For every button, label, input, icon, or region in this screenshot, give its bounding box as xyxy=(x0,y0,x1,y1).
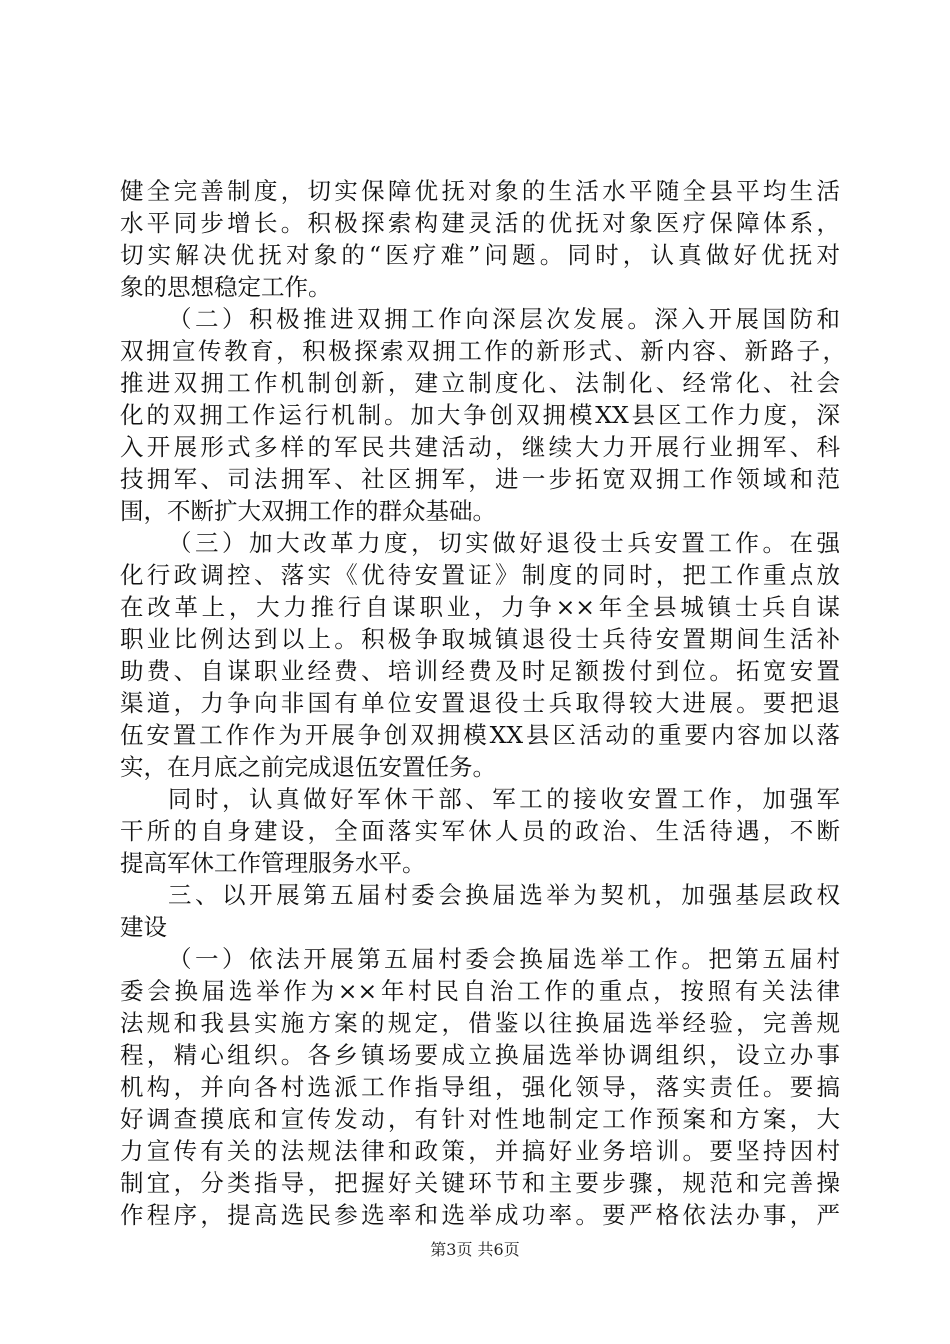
text-line: 干所的自身建设，全面落实军休人员的政治、生活待遇，不断 xyxy=(120,817,840,845)
text-line: 技拥军、司法拥军、社区拥军，进一步拓宽双拥工作领域和范 xyxy=(120,465,840,493)
text-line: 伍安置工作作为开展争创双拥模XX县区活动的重要内容加以落 xyxy=(120,721,840,749)
chapter-heading-line: 建设 xyxy=(120,913,167,941)
text-line: 化行政调控、落实《优待安置证》制度的同时，把工作重点放 xyxy=(120,561,840,589)
section-heading-line: （二）积极推进双拥工作向深层次发展。深入开展国防和 xyxy=(168,305,840,333)
text-line: 职业比例达到以上。积极争取城镇退役士兵待安置期间生活补 xyxy=(120,625,840,653)
text-line: 双拥宣传教育，积极探索双拥工作的新形式、新内容、新路子， xyxy=(120,337,846,365)
text-line: 委会换届选举作为××年村民自治工作的重点，按照有关法律 xyxy=(120,977,840,1005)
text-line: 推进双拥工作机制创新，建立制度化、法制化、经常化、社会 xyxy=(120,369,840,397)
text-line: 切实解决优抚对象的“医疗难”问题。同时，认真做好优抚对 xyxy=(120,241,840,269)
text-line: 法规和我县实施方案的规定，借鉴以往换届选举经验，完善规 xyxy=(120,1009,840,1037)
text-line: 入开展形式多样的军民共建活动，继续大力开展行业拥军、科 xyxy=(120,433,840,461)
page-number-footer: 第3页 共6页 xyxy=(430,1240,520,1259)
text-line: 程，精心组织。各乡镇场要成立换届选举协调组织，设立办事 xyxy=(120,1041,840,1069)
text-line: 好调查摸底和宣传发动，有针对性地制定工作预案和方案，大 xyxy=(120,1105,840,1133)
section-heading-line: （一）依法开展第五届村委会换届选举工作。把第五届村 xyxy=(168,945,840,973)
section-heading-line: （三）加大改革力度，切实做好退役士兵安置工作。在强 xyxy=(168,529,840,557)
text-line: 实，在月底之前完成退伍安置任务。 xyxy=(120,753,496,781)
text-line: 水平同步增长。积极探索构建灵活的优抚对象医疗保障体系， xyxy=(120,209,840,237)
chapter-heading-line: 三、以开展第五届村委会换届选举为契机，加强基层政权 xyxy=(168,881,840,909)
text-line: 健全完善制度，切实保障优抚对象的生活水平随全县平均生活 xyxy=(120,177,840,205)
text-line: 作程序，提高选民参选率和选举成功率。要严格依法办事，严 xyxy=(120,1201,840,1229)
text-line: 象的思想稳定工作。 xyxy=(120,273,332,301)
text-line: 提高军休工作管理服务水平。 xyxy=(120,849,426,877)
text-line: 渠道，力争向非国有单位安置退役士兵取得较大进展。要把退 xyxy=(120,689,840,717)
text-line: 制宜，分类指导，把握好关键环节和主要步骤，规范和完善操 xyxy=(120,1169,840,1197)
text-line: 力宣传有关的法规法律和政策，并搞好业务培训。要坚持因村 xyxy=(120,1137,840,1165)
text-line: 在改革上，大力推行自谋职业，力争××年全县城镇士兵自谋 xyxy=(120,593,840,621)
text-line: 化的双拥工作运行机制。加大争创双拥模XX县区工作力度，深 xyxy=(120,401,840,429)
text-line: 围，不断扩大双拥工作的群众基础。 xyxy=(120,497,496,525)
text-line: 助费、自谋职业经费、培训经费及时足额拨付到位。拓宽安置 xyxy=(120,657,840,685)
text-line: 机构，并向各村选派工作指导组，强化领导，落实责任。要搞 xyxy=(120,1073,840,1101)
paragraph-first-line: 同时，认真做好军休干部、军工的接收安置工作，加强军 xyxy=(168,785,840,813)
